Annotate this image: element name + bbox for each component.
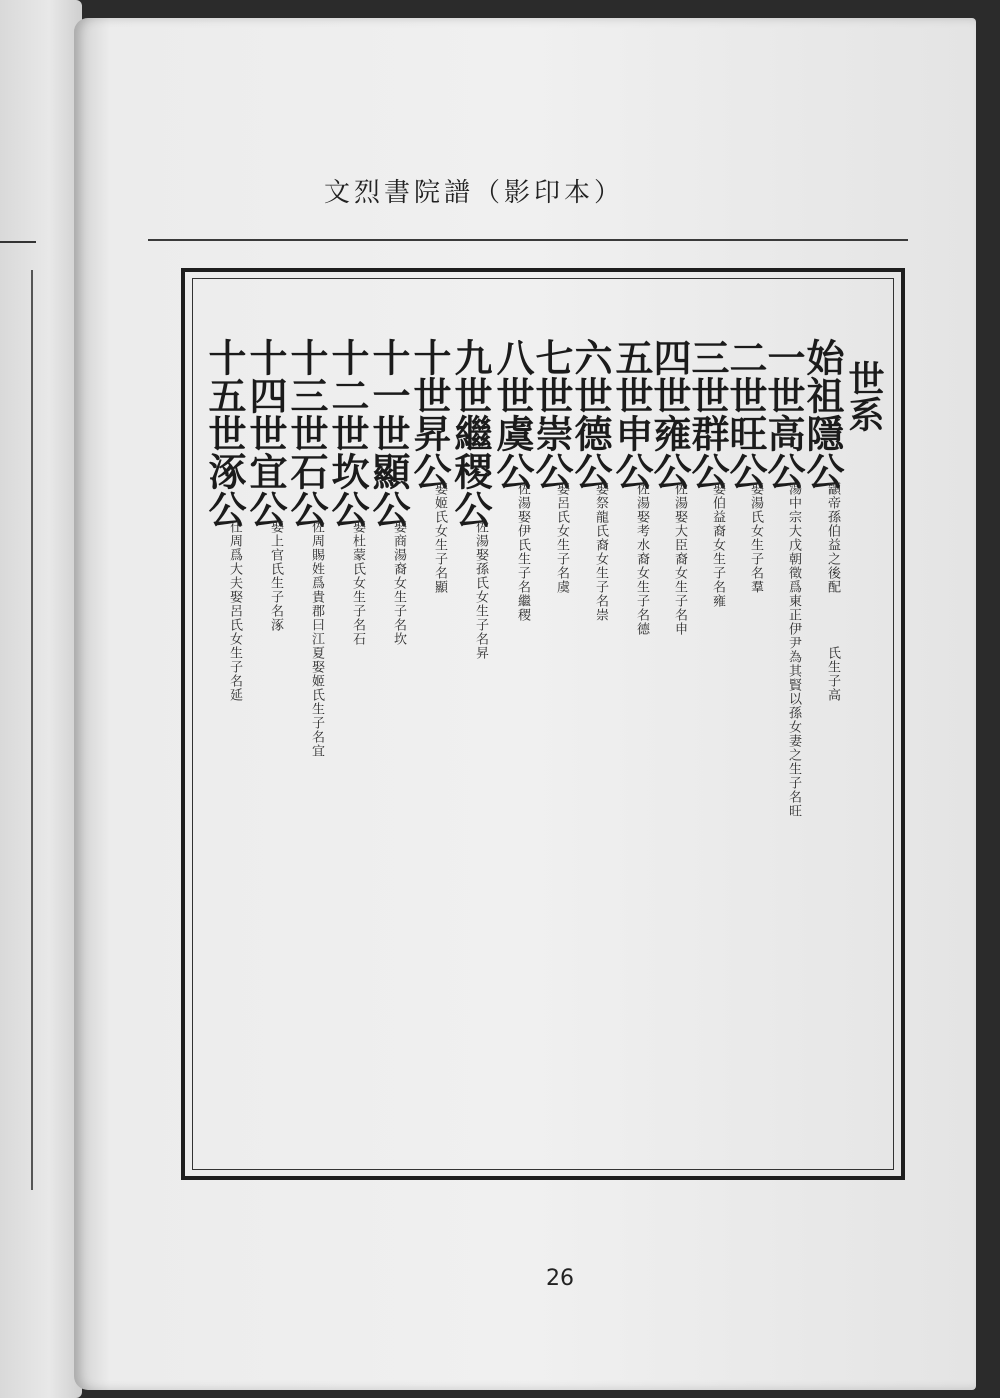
page-header-title: 文烈書院譜（影印本） (323, 178, 624, 208)
generation-name: 十世昇公 (407, 338, 452, 490)
generation-name: 七世崇公 (529, 338, 574, 490)
left-page-edge (0, 0, 82, 1398)
generation-name: 十二世坎公 (325, 338, 370, 528)
generation-note: 佐湯娶伊氏生子名繼稷 (515, 482, 530, 622)
left-page-header-rule (0, 241, 36, 243)
generation-note: 佐周賜姓爲貴郡曰江夏娶姬氏生子名宜 (309, 520, 324, 758)
generation-note: 娶呂氏女生子名虞 (554, 482, 569, 594)
generation-note: 娶祭龍氏裔女生子名崇 (593, 482, 608, 622)
generation-note: 湯中宗大戊朝徵爲東正伊尹為其賢以孫女妻之生子名旺 (786, 482, 801, 818)
generation-note: 佐湯娶孫氏女生子名昇 (473, 520, 488, 660)
generation-note: 佐湯娶考水裔女生子名德 (634, 482, 649, 636)
generation-note: 顓帝孫伯益之後配 (825, 482, 840, 594)
section-title: 世系 (843, 360, 885, 432)
generation-name: 十三世石公 (284, 338, 329, 528)
header-rule (148, 239, 908, 241)
generation-name: 二世旺公 (723, 338, 768, 490)
generation-name: 九世繼稷公 (448, 338, 493, 528)
generation-note: 仕周爲大夫娶呂氏女生子名延 (227, 520, 242, 702)
generation-name: 一世高公 (761, 338, 806, 490)
generation-name: 十四世宜公 (243, 338, 288, 528)
generation-note: 娶伯益裔女生子名雍 (710, 482, 725, 608)
generation-name: 八世虞公 (490, 338, 535, 490)
left-page-frame-line (31, 270, 33, 1190)
generation-name: 六世德公 (568, 338, 613, 490)
generation-name: 十五世涿公 (202, 338, 247, 528)
generation-note: 佐湯娶大臣裔女生子名申 (672, 482, 687, 636)
generation-name: 五世申公 (609, 338, 654, 490)
generation-name: 四世雍公 (647, 338, 692, 490)
page-number: 26 (546, 1266, 574, 1291)
generation-note: 娶杜蒙氏女生子名石 (350, 520, 365, 646)
generation-note: 娶姬氏女生子名顯 (432, 482, 447, 594)
generation-note: 氏生子高 (825, 646, 840, 702)
generation-note: 娶商湯裔女生子名坎 (391, 520, 406, 646)
generation-name: 三世群公 (685, 338, 730, 490)
generation-name: 始祖隱公 (800, 338, 845, 490)
generation-note: 娶湯氏女生子名羣 (748, 482, 763, 594)
generation-name: 十一世顯公 (366, 338, 411, 528)
generation-note: 娶上官氏生子名涿 (268, 520, 283, 632)
